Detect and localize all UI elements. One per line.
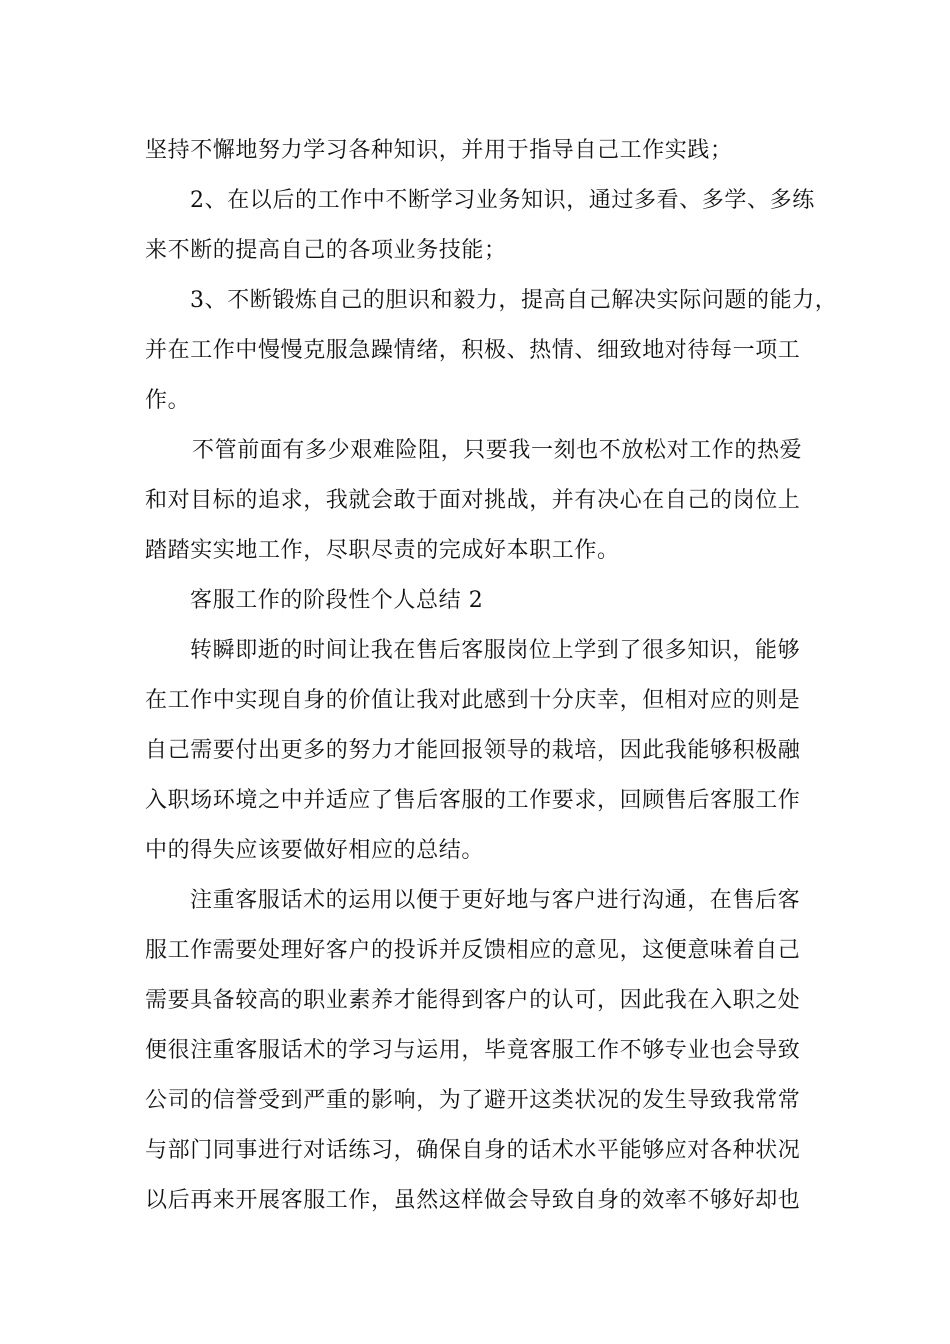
paragraph-3-line-2: 并在工作中慢慢克服急躁情绪，积极、热情、细致地对待每一项工: [145, 338, 801, 363]
paragraph-6-line-1: 转瞬即逝的时间让我在售后客服岗位上学到了很多知识，能够: [190, 638, 801, 663]
paragraph-3-line-3: 作。: [145, 388, 191, 413]
paragraph-7-line-7: 以后再来开展客服工作，虽然这样做会导致自身的效率不够好却也: [145, 1188, 801, 1213]
paragraph-6-line-4: 入职场环境之中并适应了售后客服的工作要求，回顾售后客服工作: [145, 788, 801, 813]
paragraph-7-line-5: 公司的信誉受到严重的影响，为了避开这类状况的发生导致我常常: [145, 1088, 801, 1113]
paragraph-4-line-3: 踏踏实实地工作，尽职尽责的完成好本职工作。: [145, 538, 620, 563]
paragraph-7-line-6: 与部门同事进行对话练习，确保自身的话术水平能够应对各种状况: [145, 1138, 801, 1163]
paragraph-7-line-2: 服工作需要处理好客户的投诉并反馈相应的意见，这便意味着自己: [145, 938, 801, 963]
paragraph-6-line-3: 自己需要付出更多的努力才能回报领导的栽培，因此我能够积极融: [145, 738, 801, 763]
section-heading: 客服工作的阶段性个人总结 2: [190, 588, 484, 613]
paragraph-6-line-2: 在工作中实现自身的价值让我对此感到十分庆幸，但相对应的则是: [145, 688, 801, 713]
paragraph-4-line-2: 和对目标的追求，我就会敢于面对挑战，并有决心在自己的岗位上: [145, 488, 801, 513]
paragraph-7-line-4: 便很注重客服话术的学习与运用，毕竟客服工作不够专业也会导致: [145, 1038, 801, 1063]
paragraph-1-line-1: 坚持不懈地努力学习各种知识，并用于指导自己工作实践；: [145, 138, 733, 163]
paragraph-2-line-1: 2、在以后的工作中不断学习业务知识，通过多看、多学、多练: [190, 188, 815, 213]
paragraph-7-line-3: 需要具备较高的职业素养才能得到客户的认可，因此我在入职之处: [145, 988, 801, 1013]
paragraph-2-line-2: 来不断的提高自己的各项业务技能；: [145, 238, 507, 263]
paragraph-4-line-1: 不管前面有多少艰难险阻，只要我一刻也不放松对工作的热爱: [192, 438, 803, 463]
paragraph-7-line-1: 注重客服话术的运用以便于更好地与客户进行沟通，在售后客: [190, 888, 801, 913]
paragraph-3-line-1: 3、不断锻炼自己的胆识和毅力，提高自己解决实际问题的能力，: [190, 288, 838, 313]
paragraph-6-line-5: 中的得失应该要做好相应的总结。: [145, 838, 485, 863]
